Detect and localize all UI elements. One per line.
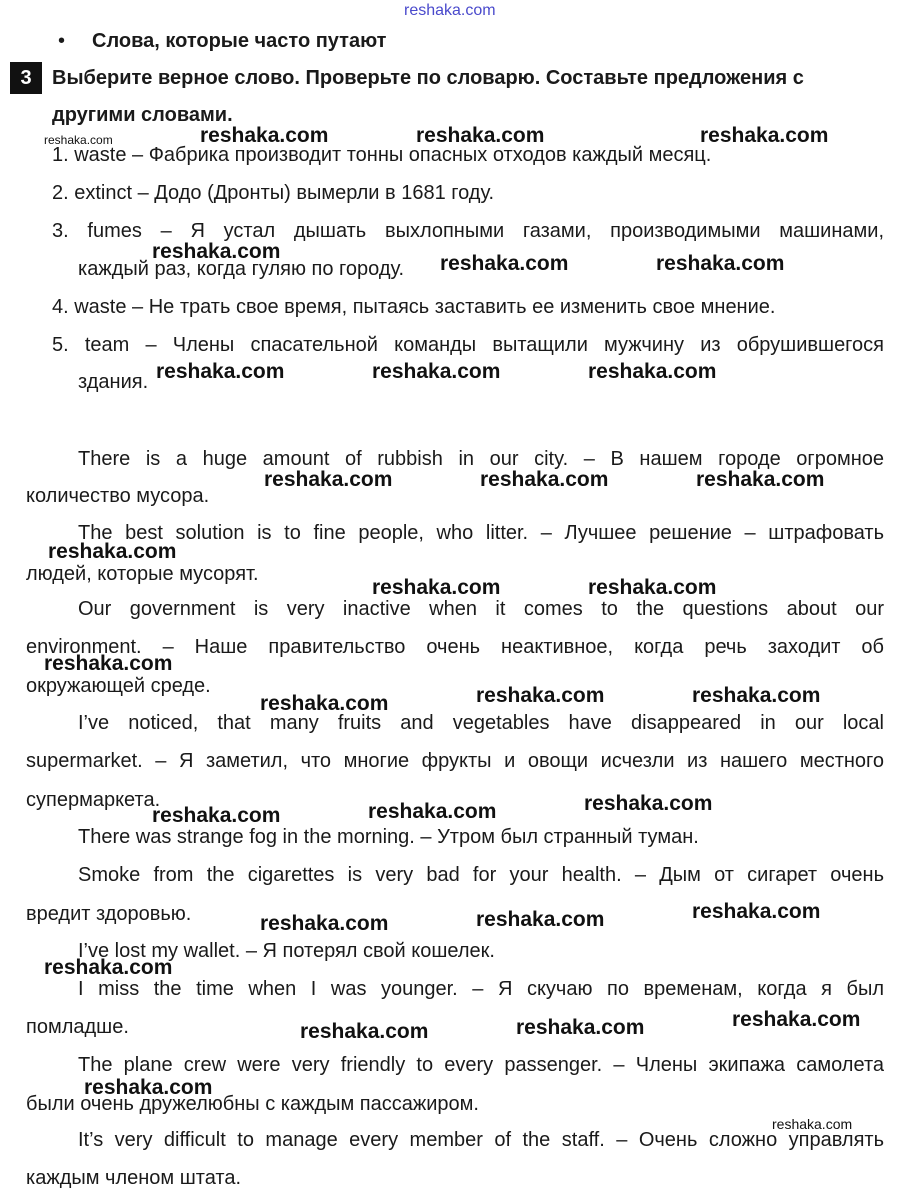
watermark: reshaka.com [200, 124, 329, 147]
sentence-3-cont2: окружающей среде. [26, 675, 211, 697]
watermark: reshaka.com [732, 1008, 861, 1031]
watermark: reshaka.com [584, 792, 713, 815]
watermark: reshaka.com [156, 360, 285, 383]
watermark: reshaka.com [656, 252, 785, 275]
watermark: reshaka.com [260, 912, 389, 935]
watermark: reshaka.com [516, 1016, 645, 1039]
watermark: reshaka.com [84, 1076, 213, 1099]
sentence-6-cont: вредит здоровью. [26, 903, 192, 925]
watermark: reshaka.com [44, 956, 173, 979]
answer-5-cont: здания. [78, 371, 149, 393]
watermark: reshaka.com [372, 360, 501, 383]
watermark: reshaka.com [260, 692, 389, 715]
exercise-number-badge: 3 [10, 62, 42, 94]
watermark: reshaka.com [476, 908, 605, 931]
watermark: reshaka.com [696, 468, 825, 491]
sentence-3-cont: environment. – Наше правительство очень неактивное, когда речь заходит об [26, 636, 884, 658]
answer-2: 2. extinct – Додо (Дронты) вымерли в 1681 году. [52, 182, 495, 204]
watermark: reshaka.com [152, 804, 281, 827]
watermark: reshaka.com [588, 360, 717, 383]
sentence-3: Our government is very inactive when it comes to the questions about our [78, 598, 884, 620]
sentence-7: I’ve lost my wallet. – Я потерял свой кошелек. [78, 940, 495, 962]
sentence-2: The best solution is to fine people, who litter. – Лучшее решение – штрафовать [78, 522, 884, 544]
sentence-4-cont: supermarket. – Я заметил, что многие фрукты и овощи исчезли из нашего местного [26, 750, 884, 772]
watermark: reshaka.com [44, 652, 173, 675]
watermark: reshaka.com [368, 800, 497, 823]
watermark: reshaka.com [772, 1116, 853, 1132]
watermark: reshaka.com [476, 684, 605, 707]
watermark: reshaka.com [300, 1020, 429, 1043]
sentence-5: There was strange fog in the morning. – Утром был странный туман. [78, 826, 699, 848]
watermark: reshaka.com [692, 684, 821, 707]
section-title: Слова, которые часто путают [92, 30, 387, 52]
sentence-1: There is a huge amount of rubbish in our city. – В нашем городе огромное [78, 448, 884, 470]
answer-1: 1. waste – Фабрика производит тонны опасных отходов каждый месяц. [52, 144, 712, 166]
sentence-1-cont: количество мусора. [26, 485, 210, 507]
sentence-10-cont: каждым членом штата. [26, 1167, 242, 1189]
sentence-10: It’s very difficult to manage every member of the staff. – Очень сложно управлять [78, 1129, 884, 1151]
answer-3-cont: каждый раз, когда гуляю по городу. [78, 258, 405, 280]
sentence-4: I’ve noticed, that many fruits and vegetables have disappeared in our local [78, 712, 884, 734]
bullet-icon: • [58, 30, 66, 52]
watermark: reshaka.com [44, 133, 113, 147]
watermark: reshaka.com [264, 468, 393, 491]
sentence-8: I miss the time when I was younger. – Я скучаю по временам, когда я был [78, 978, 884, 1000]
watermark: reshaka.com [416, 124, 545, 147]
watermark: reshaka.com [440, 252, 569, 275]
sentence-2-cont: людей, которые мусорят. [26, 563, 259, 585]
answer-4: 4. waste – Не трать свое время, пытаясь заставить ее изменить свое мнение. [52, 296, 776, 318]
answer-3: 3. fumes – Я устал дышать выхлопными газами, производимыми машинами, [52, 220, 884, 242]
exercise-instruction-line1: Выберите верное слово. Проверьте по словарю. Составьте предложения с [52, 67, 804, 89]
exercise-instruction-line2: другими словами. [52, 104, 233, 126]
watermark-top: reshaka.com [404, 2, 496, 19]
answer-5: 5. team – Члены спасательной команды вытащили мужчину из обрушившегося [52, 334, 884, 356]
sentence-6: Smoke from the cigarettes is very bad for your health. – Дым от сигарет очень [78, 864, 884, 886]
watermark: reshaka.com [372, 576, 501, 599]
watermark: reshaka.com [588, 576, 717, 599]
watermark: reshaka.com [480, 468, 609, 491]
watermark: reshaka.com [48, 540, 177, 563]
watermark: reshaka.com [152, 240, 281, 263]
watermark: reshaka.com [700, 124, 829, 147]
sentence-9-cont: были очень дружелюбны с каждым пассажиром. [26, 1093, 479, 1115]
sentence-8-cont: помладше. [26, 1016, 129, 1038]
sentence-4-cont2: супермаркета. [26, 789, 161, 811]
watermark: reshaka.com [692, 900, 821, 923]
sentence-9: The plane crew were very friendly to every passenger. – Члены экипажа самолета [78, 1054, 884, 1076]
